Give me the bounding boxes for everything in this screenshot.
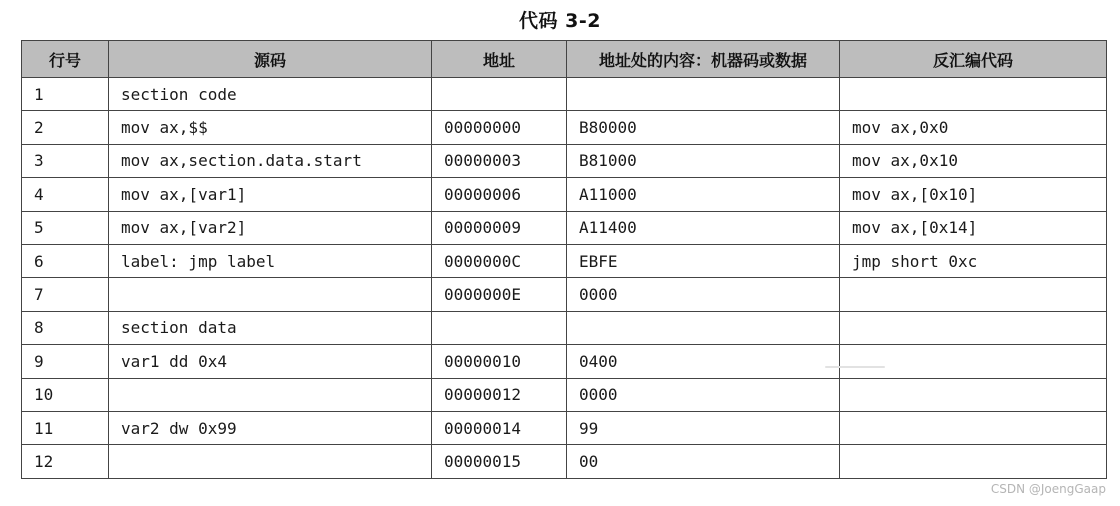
cell-source: mov ax,[var2] xyxy=(109,211,432,244)
table-row xyxy=(22,278,1107,311)
cell-disassembly: mov ax,[0x10] xyxy=(840,178,1107,211)
cell-address: 00000003 xyxy=(432,144,567,177)
code-table xyxy=(21,40,1107,479)
cell-line-number: 6 xyxy=(22,244,109,277)
cell-machine-code: EBFE xyxy=(567,244,840,277)
cell-disassembly xyxy=(840,411,1107,444)
header-address: 地址 xyxy=(432,41,567,78)
cell-address: 00000006 xyxy=(432,178,567,211)
header-disassembly: 反汇编代码 xyxy=(840,41,1107,78)
table-row xyxy=(22,378,1107,411)
cell-disassembly xyxy=(840,378,1107,411)
scan-smudge xyxy=(825,366,885,368)
table-row xyxy=(22,178,1107,211)
cell-line-number: 1 xyxy=(22,78,109,111)
cell-machine-code: 99 xyxy=(567,411,840,444)
table-row xyxy=(22,244,1107,277)
cell-address: 00000000 xyxy=(432,111,567,144)
cell-address: 00000009 xyxy=(432,211,567,244)
cell-source: section code xyxy=(109,78,432,111)
table-row xyxy=(22,111,1107,144)
cell-disassembly xyxy=(840,278,1107,311)
cell-disassembly xyxy=(840,345,1107,378)
cell-source: mov ax,section.data.start xyxy=(109,144,432,177)
cell-address xyxy=(432,78,567,111)
cell-line-number: 5 xyxy=(22,211,109,244)
table-row xyxy=(22,445,1107,478)
cell-source xyxy=(109,378,432,411)
table-row xyxy=(22,345,1107,378)
cell-disassembly xyxy=(840,311,1107,344)
table-row xyxy=(22,311,1107,344)
cell-machine-code: B80000 xyxy=(567,111,840,144)
cell-address: 00000012 xyxy=(432,378,567,411)
cell-line-number: 3 xyxy=(22,144,109,177)
cell-line-number: 12 xyxy=(22,445,109,478)
cell-disassembly: mov ax,[0x14] xyxy=(840,211,1107,244)
table-row xyxy=(22,211,1107,244)
watermark: CSDN @JoengGaap xyxy=(990,482,1106,496)
cell-source: var2 dw 0x99 xyxy=(109,411,432,444)
cell-machine-code xyxy=(567,311,840,344)
cell-disassembly: mov ax,0x10 xyxy=(840,144,1107,177)
cell-disassembly xyxy=(840,78,1107,111)
cell-machine-code: 00 xyxy=(567,445,840,478)
header-line-number: 行号 xyxy=(22,41,109,78)
cell-source: var1 dd 0x4 xyxy=(109,345,432,378)
cell-machine-code: A11000 xyxy=(567,178,840,211)
cell-address: 00000010 xyxy=(432,345,567,378)
cell-source: mov ax,$$ xyxy=(109,111,432,144)
cell-line-number: 8 xyxy=(22,311,109,344)
cell-line-number: 7 xyxy=(22,278,109,311)
table-row xyxy=(22,78,1107,111)
cell-line-number: 2 xyxy=(22,111,109,144)
header-source: 源码 xyxy=(109,41,432,78)
cell-line-number: 10 xyxy=(22,378,109,411)
cell-line-number: 9 xyxy=(22,345,109,378)
cell-machine-code: 0400 xyxy=(567,345,840,378)
cell-address: 00000015 xyxy=(432,445,567,478)
cell-address: 0000000E xyxy=(432,278,567,311)
cell-address: 0000000C xyxy=(432,244,567,277)
cell-address xyxy=(432,311,567,344)
cell-source: label: jmp label xyxy=(109,244,432,277)
cell-disassembly: jmp short 0xc xyxy=(840,244,1107,277)
cell-machine-code: B81000 xyxy=(567,144,840,177)
cell-address: 00000014 xyxy=(432,411,567,444)
cell-line-number: 4 xyxy=(22,178,109,211)
cell-disassembly xyxy=(840,445,1107,478)
header-row xyxy=(22,41,1107,78)
table-header xyxy=(22,41,1107,78)
table-row xyxy=(22,144,1107,177)
cell-source: section data xyxy=(109,311,432,344)
table-body xyxy=(22,78,1107,479)
cell-machine-code: 0000 xyxy=(567,278,840,311)
cell-line-number: 11 xyxy=(22,411,109,444)
table-caption: 代码 3-2 xyxy=(519,10,601,32)
cell-source xyxy=(109,278,432,311)
cell-source xyxy=(109,445,432,478)
header-machine-code: 地址处的内容：机器码或数据 xyxy=(567,41,840,78)
cell-disassembly: mov ax,0x0 xyxy=(840,111,1107,144)
cell-machine-code xyxy=(567,78,840,111)
table-row xyxy=(22,411,1107,444)
cell-machine-code: 0000 xyxy=(567,378,840,411)
cell-machine-code: A11400 xyxy=(567,211,840,244)
cell-source: mov ax,[var1] xyxy=(109,178,432,211)
